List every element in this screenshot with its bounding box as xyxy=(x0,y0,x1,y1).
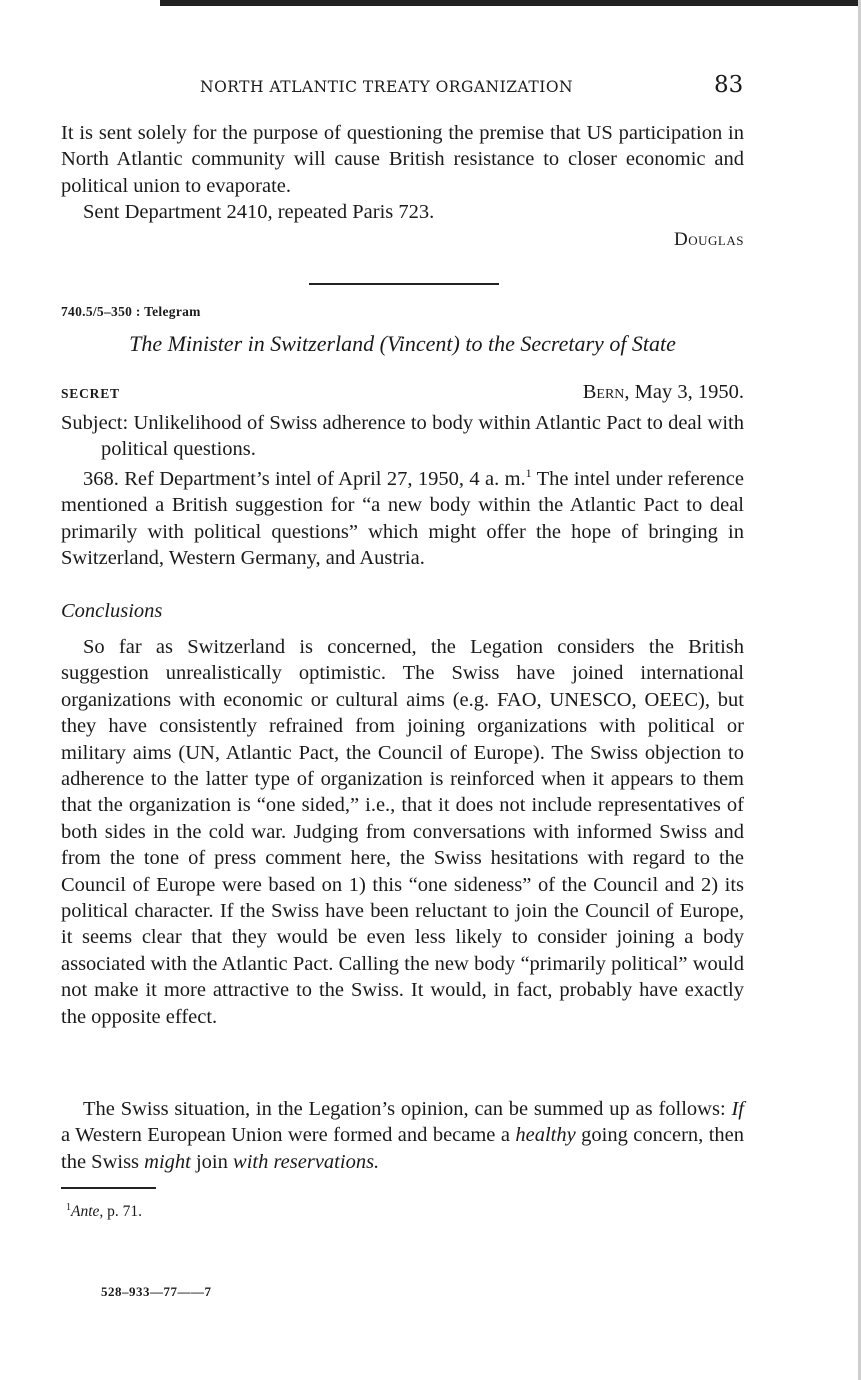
final-emph-healthy: healthy xyxy=(515,1124,576,1147)
footnote xyxy=(66,1203,142,1221)
footnote-reference: 1 xyxy=(525,466,532,481)
paragraph-368 xyxy=(61,466,744,572)
para-368-start: 368. Ref Department’s intel of April 27, 1950, 4 a. m. xyxy=(83,468,526,490)
final-emph-might: might xyxy=(144,1150,191,1173)
footnote-page: p. 71. xyxy=(103,1203,143,1220)
signature: Douglas xyxy=(674,229,744,250)
print-code: 528–933—77——7 xyxy=(101,1284,212,1299)
subject-label: Subject: xyxy=(61,412,129,434)
final-text-1: The Swiss situation, in the Legation’s opinion, can be summed up as follows: xyxy=(83,1098,732,1120)
lead-text: It is sent solely for the purpose of questioning the premise that US participation in North Atlantic community will cause British resistance to closer economic and political union to evaporate. xyxy=(61,122,744,197)
final-text-2: a Western European Union were formed and became a xyxy=(61,1124,516,1147)
sent-line: Sent Department 2410, repeated Paris 723. xyxy=(83,201,435,224)
page-top-edge xyxy=(160,0,861,6)
section-divider xyxy=(309,283,499,285)
running-head: NORTH ATLANTIC TREATY ORGANIZATION xyxy=(200,78,574,96)
final-emph-with-reservations: with reservations. xyxy=(233,1150,380,1173)
subject-text: Unlikelihood of Swiss adherence to body within Atlantic Pact to deal with political questions. xyxy=(101,412,744,461)
document-title: The Minister in Switzerland (Vincent) to the Secretary of State xyxy=(129,331,676,356)
lead-paragraph xyxy=(61,120,744,226)
footnote-mark: 1 xyxy=(66,1201,71,1213)
final-text-3: going concern, then the Swiss xyxy=(61,1124,744,1173)
final-text-4: join xyxy=(190,1150,234,1173)
file-reference: 740.5/5–350 : Telegram xyxy=(61,304,201,319)
footnote-ante: Ante, xyxy=(71,1203,104,1220)
dateline-date: May 3, 1950. xyxy=(634,381,744,403)
final-paragraph xyxy=(61,1096,744,1175)
page-number: 83 xyxy=(714,72,744,98)
footnote-rule xyxy=(61,1187,156,1189)
dateline xyxy=(500,381,744,404)
subject-block xyxy=(61,410,744,463)
final-emph-if: If xyxy=(731,1098,744,1120)
conclusions-heading: Conclusions xyxy=(61,600,163,622)
para-368-rest: The intel under reference mentioned a British suggestion for “a new body within the Atlantic Pact to deal primarily with political questions” which might offer the hope of bringing in Switzerland, Western Germany, and Austria. xyxy=(61,468,745,570)
dateline-place: Bern, xyxy=(582,381,630,403)
classification-label: SECRET xyxy=(61,386,120,401)
conclusions-paragraph: So far as Switzerland is concerned, the Legation considers the British suggestion unrealistically optimistic. The Swiss have joined international organizations with economic or cultural aims (e.g. FAO, UNESCO, OEEC), but they have consistently refrained from joining organizations with political or military aims (UN, Atlantic Pact, the Council of Europe). The Swiss objection to adherence to the latter type of organization is reinforced when it appears to them that the organization is “one sided,” i.e., that it does not include representatives of both sides in the cold war. Judging from conversations with informed Swiss and from the tone of press comment here, the Swiss hesitations with regard to the Council of Europe were based on 1) this “one sideness” of the Council and 2) its political character. If the Swiss have been reluctant to join the Council of Europe, it seems clear that they would be even less likely to consider joining a body associated with the Atlantic Pact. Calling the new body “primarily political” would not make it more attractive to the Swiss. It would, in fact, probably have exactly the opposite effect. xyxy=(61,636,744,1028)
